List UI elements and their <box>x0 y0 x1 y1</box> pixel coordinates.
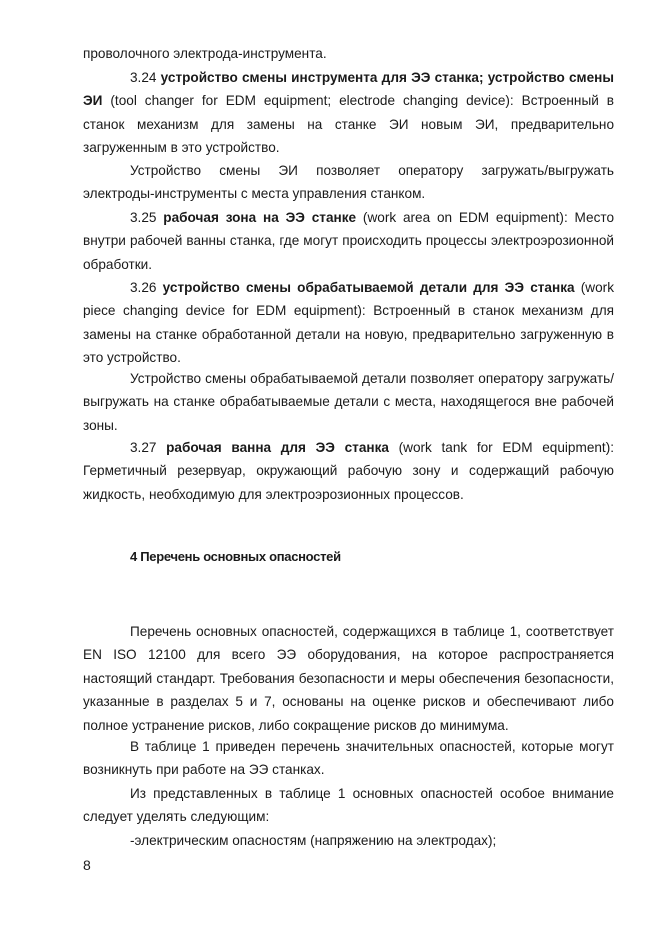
paragraph-attention: Из представленных в таблице 1 основных опасностей особое внимание следует уделять следующим: <box>83 786 614 825</box>
term-3-26: устройство смены обрабатываемой детали для ЭЭ станка <box>162 280 575 295</box>
note-3-26: Устройство смены обрабатываемой детали позволяет оператору загружать/выгружать на станке обрабатываемые детали с места, находящегося вне рабочей зоны. <box>83 371 614 433</box>
term-3-25: рабочая зона на ЭЭ станке <box>163 210 357 225</box>
definition-3-24: 3.24 устройство смены инструмента для ЭЭ станка; устройство смены ЭИ (tool changer for EDM equipment; electrode changing device): Встроенный в станок механизм для замены на станке ЭИ новым ЭИ, предварительно загруженным в это устройство. <box>83 70 614 156</box>
section-heading: 4 Перечень основных опасностей <box>130 549 341 564</box>
paragraph-table-1: В таблице 1 приведен перечень значительных опасностей, которые могут возникнуть при работе на ЭЭ станках. <box>83 739 614 778</box>
definition-3-27: 3.27 рабочая ванна для ЭЭ станка (work tank for EDM equipment): Герметичный резервуар, окружающий рабочую зону и содержащий рабочую жидкость, необходимую для электроэрозионных процессов. <box>83 440 615 502</box>
definition-3-26: 3.26 устройство смены обрабатываемой детали для ЭЭ станка (work piece changing device for EDM equipment): Встроенный в станок механизм для замены на станке обработанной детали на новую, предварительно загруженную в это устройство. <box>83 280 614 366</box>
term-3-27: рабочая ванна для ЭЭ станка <box>166 440 389 455</box>
paragraph-hazards-list: Перечень основных опасностей, содержащихся в таблице 1, соответствует EN ISO 12100 для всего ЭЭ оборудования, на которое распространяется настоящий стандарт. Требования безопасности и меры обеспечения безопасности, указанные в разделах 5 и 7, основаны на оценке рисков и обеспечивают либо полное устранение рисков, либо сокращение рисков до минимума. <box>83 624 614 733</box>
note-3-24: Устройство смены ЭИ позволяет оператору загружать/выгружать электроды-инструменты с места управления станком. <box>83 163 614 202</box>
term-3-24: устройство смены инструмента для ЭЭ станка; устройство смены ЭИ <box>83 70 614 109</box>
definition-3-25: 3.25 рабочая зона на ЭЭ станке (work area on EDM equipment): Место внутри рабочей ванны станка, где могут происходить процессы электроэрозионной обработки. <box>83 210 614 272</box>
list-item-electrical: -электрическим опасностям (напряжению на электродах); <box>130 833 497 848</box>
paragraph-continuation: проволочного электрода-инструмента. <box>83 46 327 61</box>
page-number: 8 <box>83 857 91 873</box>
